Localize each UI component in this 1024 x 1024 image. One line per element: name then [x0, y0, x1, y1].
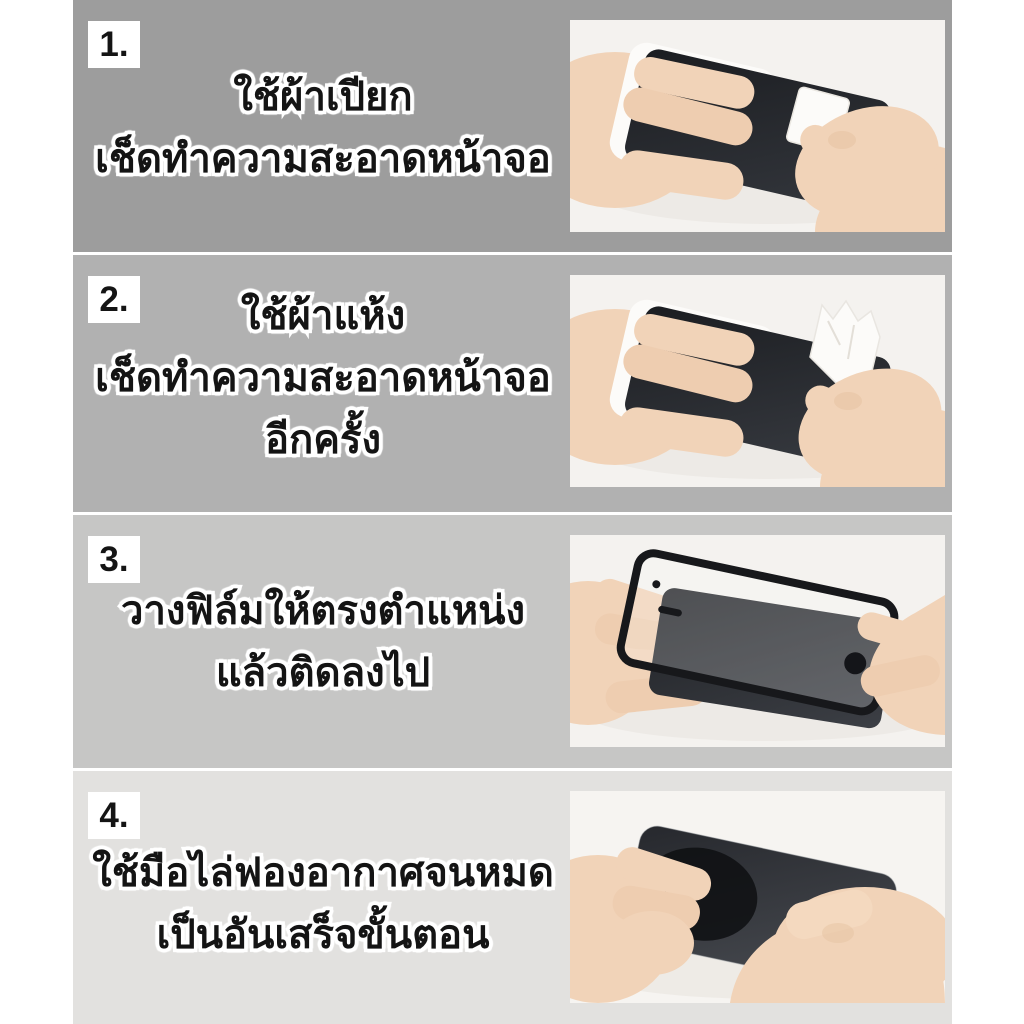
step-number-4: 4. — [99, 795, 129, 835]
step-4-line-1: ใช้มือไล่ฟองอากาศจนหมด — [92, 851, 554, 895]
step-2-line-3: อีกครั้ง — [264, 418, 381, 462]
step-number-3: 3. — [99, 539, 129, 579]
step-text-4 — [83, 842, 563, 966]
step-3-line-1: วางฟิล์มให้ตรงตำแหน่ง — [120, 589, 525, 633]
step-1-line-2: เช็ดทำความสะอาดหน้าจอ — [95, 137, 551, 181]
step-2-line-1: ใช้ผ้าแห้ง — [240, 294, 406, 338]
step-3-line-2: แล้วติดลงไป — [215, 651, 431, 695]
step-text-3 — [83, 580, 563, 704]
step-number-badge-3 — [88, 536, 140, 583]
step-1-photo-wet-cloth-wipe — [570, 20, 945, 232]
step-panel-1 — [73, 0, 952, 252]
step-number-badge-4 — [88, 792, 140, 839]
step-4-line-2: เป็นอันเสร็จขั้นตอน — [156, 913, 490, 957]
step-panel-2 — [73, 255, 952, 512]
step-text-1 — [83, 66, 563, 190]
step-number-2: 2. — [99, 279, 129, 319]
step-number-1: 1. — [99, 24, 129, 64]
step-1-line-1: ใช้ผ้าเปียก — [233, 75, 413, 119]
step-2-photo-dry-cloth-wipe — [570, 275, 945, 487]
step-text-2 — [83, 285, 563, 471]
step-panel-4 — [73, 771, 952, 1024]
step-3-photo-align-film — [570, 535, 945, 747]
step-number-badge-1 — [88, 21, 140, 68]
step-4-photo-press-bubbles — [570, 791, 945, 1003]
step-panel-3 — [73, 515, 952, 768]
step-2-line-2: เช็ดทำความสะอาดหน้าจอ — [95, 356, 551, 400]
